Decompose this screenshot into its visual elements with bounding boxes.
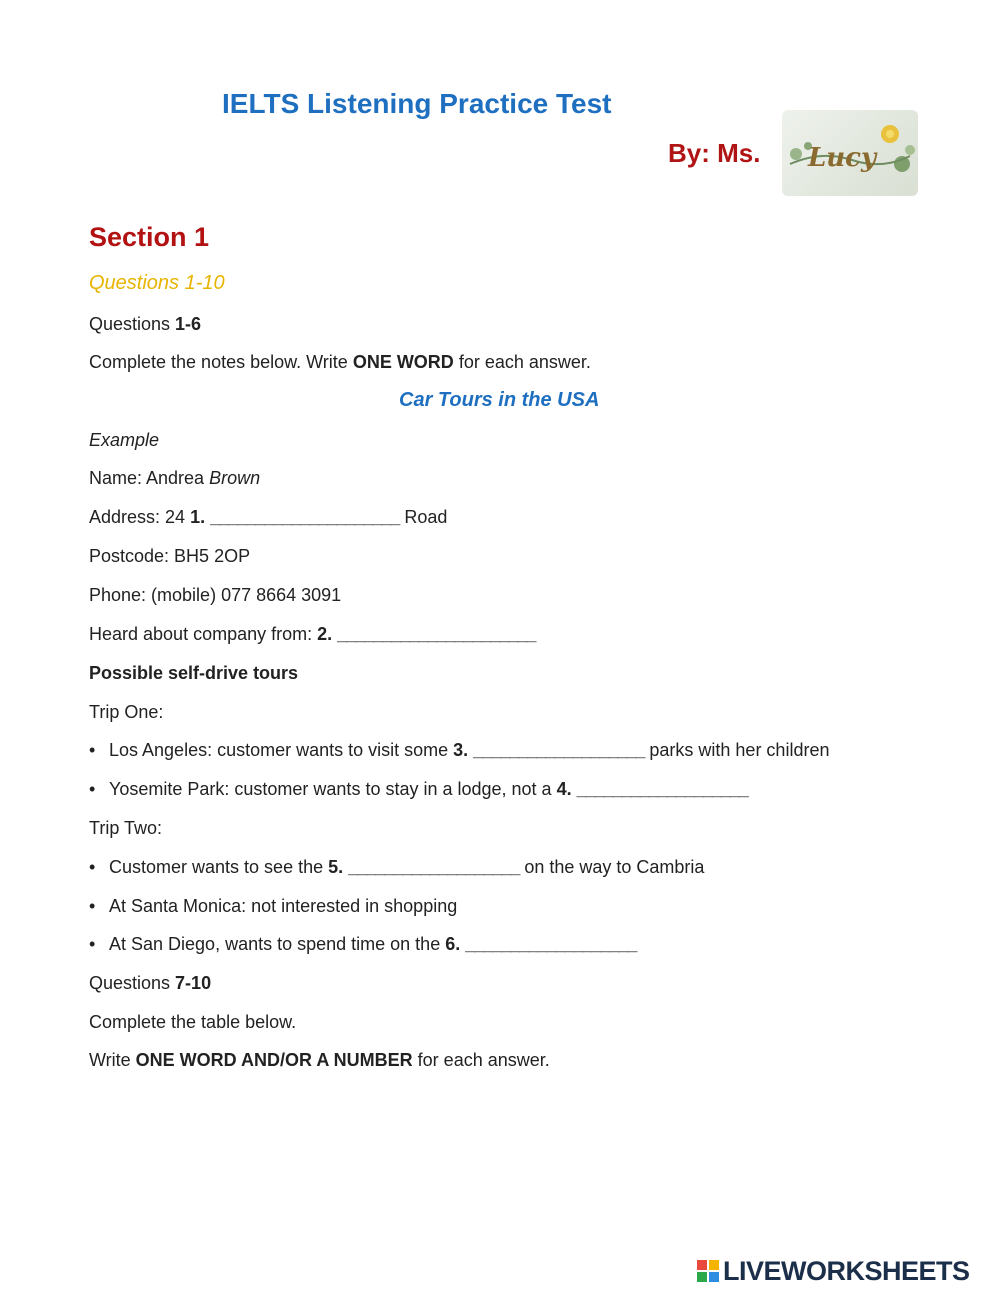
instructions-table: Complete the table below. [89, 1012, 297, 1032]
answer-blank-2[interactable]: ______________________ [337, 624, 536, 644]
example-label: Example [89, 430, 160, 450]
answer-blank-6[interactable]: ___________________ [465, 934, 637, 954]
notes-title: Car Tours in the USA [399, 389, 600, 411]
address-line: Address: 24 1. _____________________ Road [89, 507, 448, 527]
answer-blank-5[interactable]: ___________________ [348, 857, 520, 877]
author-label: By: Ms. [668, 138, 761, 168]
author-logo [782, 110, 918, 196]
trip-one-label: Trip One: [89, 702, 164, 722]
questions-1-6-label: Questions 1-6 [89, 314, 202, 334]
liveworksheets-logo [697, 1255, 970, 1287]
answer-blank-3[interactable]: ___________________ [473, 740, 645, 760]
page-title: IELTS Listening Practice Test [222, 88, 612, 119]
instructions-answer-format: Write ONE WORD AND/OR A NUMBER for each answer. [89, 1050, 550, 1070]
bullet-yosemite: • Yosemite Park: customer wants to stay in a lodge, not a 4. ___________________ [89, 779, 748, 799]
bullet-san-diego: • At San Diego, wants to spend time on the 6. ___________________ [89, 934, 637, 954]
liveworksheets-wordmark: LIVEWORKSHEETS [723, 1255, 970, 1286]
questions-7-10-label: Questions 7-10 [89, 973, 212, 993]
tours-heading: Possible self-drive tours [89, 663, 299, 683]
trip-two-label: Trip Two: [89, 818, 163, 838]
bullet-los-angeles: • Los Angeles: customer wants to visit some 3. ___________________ parks with her children [89, 740, 830, 760]
section-title: Section 1 [89, 222, 210, 252]
heard-about-line: Heard about company from: 2. ______________________ [89, 624, 536, 644]
instructions-part1: Complete the notes below. Write ONE WORD for each answer. [89, 352, 591, 372]
liveworksheets-cubes-icon [697, 1260, 719, 1282]
postcode-line: Postcode: BH5 2OP [89, 546, 251, 566]
svg-text:Lucy: Lucy [807, 143, 877, 173]
answer-blank-4[interactable]: ___________________ [576, 779, 748, 799]
bullet-santa-monica: • At Santa Monica: not interested in shopping [89, 896, 458, 916]
question-range: Questions 1-10 [89, 272, 225, 294]
phone-line: Phone: (mobile) 077 8664 3091 [89, 585, 342, 605]
name-line: Name: Andrea Brown [89, 468, 261, 488]
answer-blank-1[interactable]: _____________________ [210, 507, 400, 527]
bullet-cambria: • Customer wants to see the 5. ___________________ on the way to Cambria [89, 857, 705, 877]
